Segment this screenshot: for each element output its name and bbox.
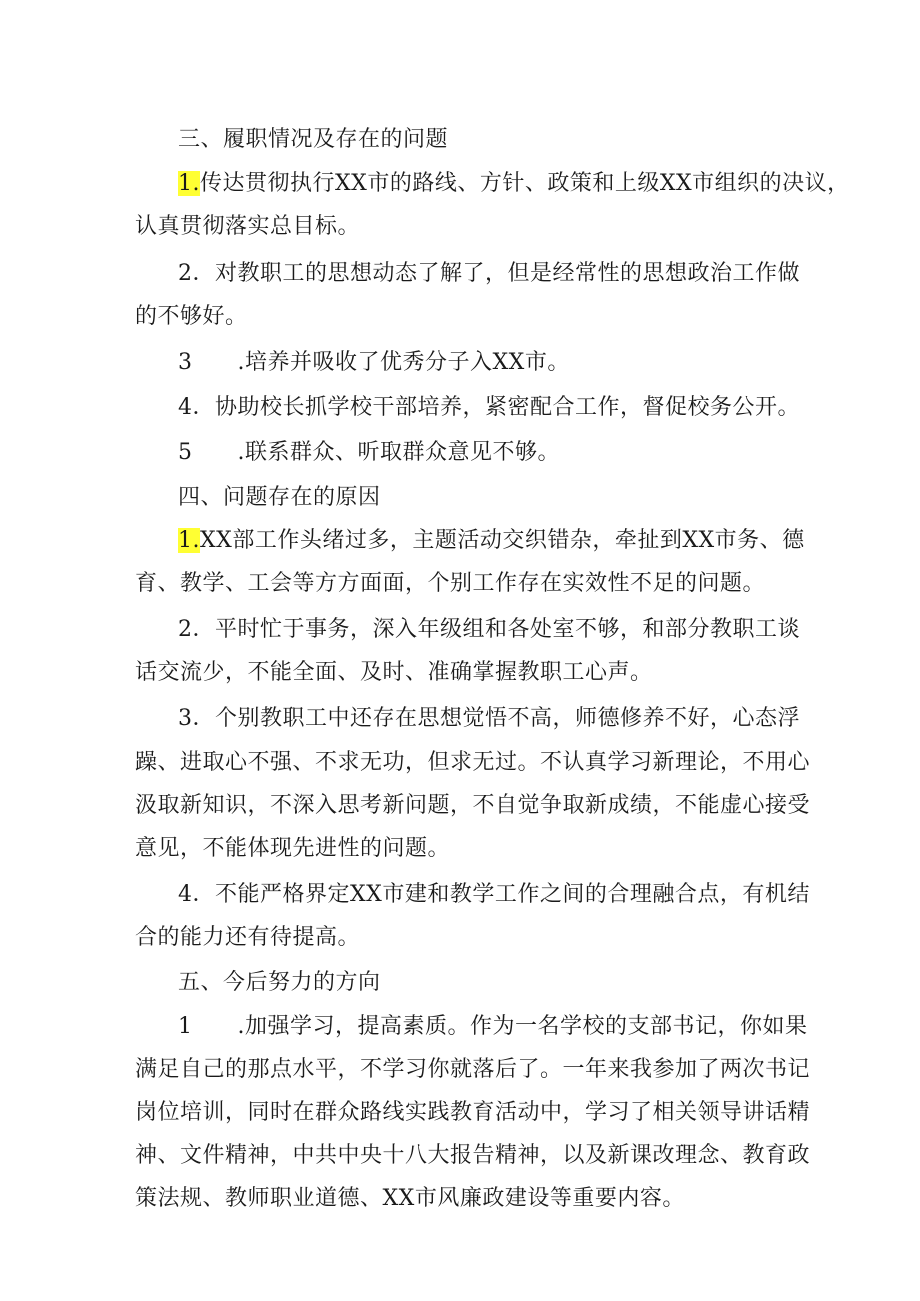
section5-heading: 五、今后努力的方向 <box>178 970 381 995</box>
section4-p1-line2: 育、教学、工会等方方面面，个别工作存在实效性不足的问题。 <box>135 571 766 596</box>
section4-p4-line2: 合的能力还有待提高。 <box>135 925 361 950</box>
section4-p3-line3: 汲取新知识，不深入思考新问题，不自觉争取新成绩，不能虚心接受 <box>135 793 811 818</box>
section4-p2-line1: 2．平时忙于事务，深入年级组和各处室不够，和部分教职工谈 <box>178 617 800 642</box>
section3-p5: 5 .联系群众、听取群众意见不够。 <box>178 440 560 465</box>
section4-p1-line1 <box>178 528 805 554</box>
section3-p3: 3 .培养并吸收了优秀分子入XX市。 <box>178 350 570 375</box>
paragraph-text: 传达贯彻执行XX市的路线、方针、政策和上级XX市组织的决议， <box>200 171 850 196</box>
section3-heading: 三、履职情况及存在的问题 <box>178 127 449 152</box>
section4-p3-line2: 躁、进取心不强、不求无功，但求无过。不认真学习新理论，不用心 <box>135 750 811 775</box>
section4-p3-line4: 意见，不能体现先进性的问题。 <box>135 836 451 861</box>
section4-p3-line1: 3．个别教职工中还存在思想觉悟不高，师德修养不好，心态浮 <box>178 706 800 731</box>
highlighted-number: 1. <box>178 171 200 196</box>
section5-p1-line4: 神、文件精神，中共中央十八大报告精神，以及新课改理念、教育政 <box>135 1143 811 1168</box>
section5-p1-line3: 岗位培训，同时在群众路线实践教育活动中，学习了相关领导讲话精 <box>135 1100 811 1125</box>
section3-p4: 4．协助校长抓学校干部培养，紧密配合工作，督促校务公开。 <box>178 395 800 420</box>
section3-p2-line1: 2．对教职工的思想动态了解了，但是经常性的思想政治工作做 <box>178 261 800 286</box>
section5-p1-line5: 策法规、教师职业道德、XX市风廉政建设等重要内容。 <box>135 1186 685 1211</box>
highlighted-number: 1. <box>178 528 200 553</box>
section4-p4-line1: 4．不能严格界定XX市建和教学工作之间的合理融合点，有机结 <box>178 882 810 907</box>
section4-p2-line2: 话交流少，不能全面、及时、准确掌握教职工心声。 <box>135 660 653 685</box>
section5-p1-line1: 1 .加强学习，提高素质。作为一名学校的支部书记，你如果 <box>178 1014 808 1039</box>
section3-p2-line2: 的不够好。 <box>135 304 248 329</box>
section3-p1-line1 <box>178 171 850 197</box>
paragraph-text: XX部工作头绪过多，主题活动交织错杂，牵扯到XX市务、德 <box>200 528 805 553</box>
section4-heading: 四、问题存在的原因 <box>178 485 381 510</box>
section3-p1-line2: 认真贯彻落实总目标。 <box>135 214 361 239</box>
section5-p1-line2: 满足自己的那点水平，不学习你就落后了。一年来我参加了两次书记 <box>135 1057 811 1082</box>
